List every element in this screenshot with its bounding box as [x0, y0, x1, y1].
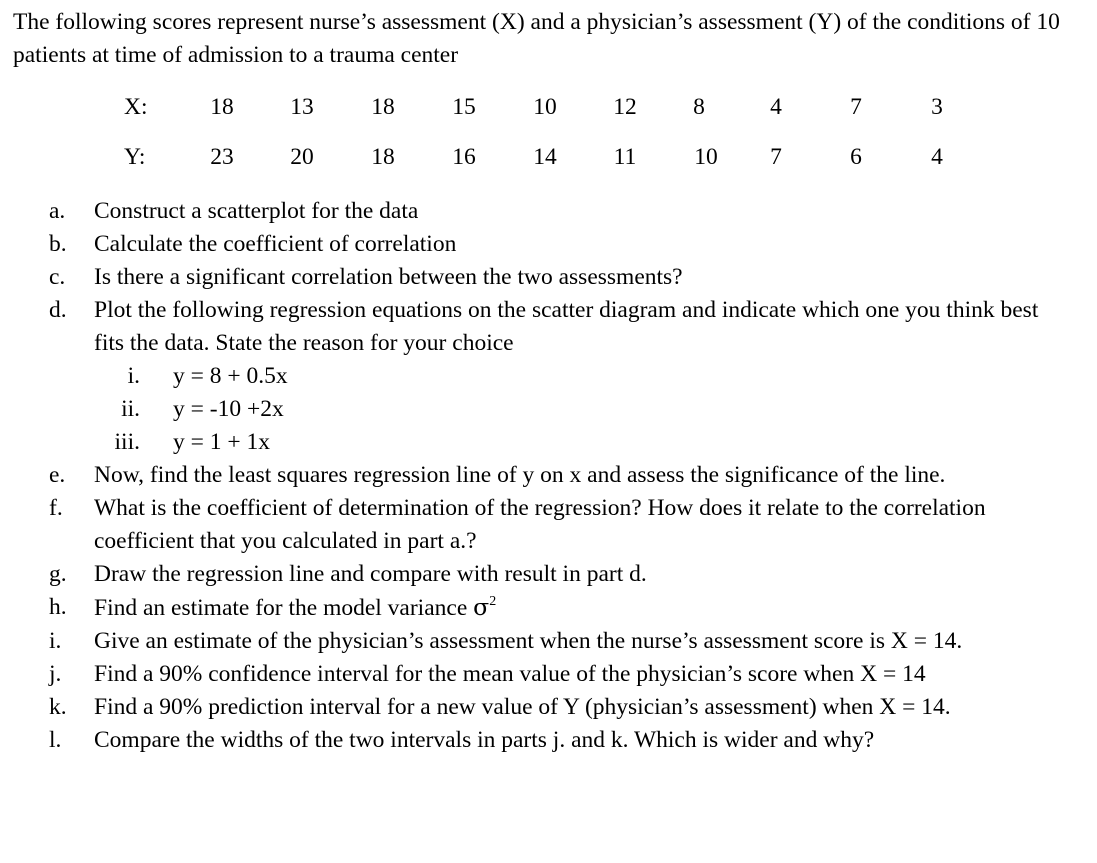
x-value: 10 — [533, 94, 557, 120]
equation-item — [0, 393, 1097, 426]
x-row — [0, 91, 1097, 124]
data-table — [0, 91, 1097, 174]
y-value: 23 — [210, 144, 234, 170]
item-marker: j. — [49, 661, 62, 687]
y-value: 7 — [770, 144, 782, 170]
item-marker: g. — [49, 561, 67, 587]
item-text: Now, find the least squares regression line of y on x and assess the significance of the line. — [94, 462, 946, 488]
x-value: 13 — [290, 94, 314, 120]
question-item — [0, 724, 1054, 757]
item-marker: i. — [49, 628, 62, 654]
x-value: 15 — [452, 94, 476, 120]
equation-text: y = 8 + 0.5x — [173, 363, 288, 389]
equation-text: y = 1 + 1x — [173, 429, 271, 455]
y-value: 4 — [931, 144, 943, 170]
y-row — [0, 141, 1097, 174]
equation-item — [0, 426, 1097, 459]
item-text: Calculate the coefficient of correlation — [94, 231, 457, 257]
item-marker: l. — [49, 727, 62, 753]
x-value: 8 — [693, 94, 705, 120]
item-text: Give an estimate of the physician’s assessment when the nurse’s assessment score is X = 14. — [94, 628, 963, 654]
y-value: 20 — [290, 144, 314, 170]
y-value: 11 — [613, 144, 637, 170]
item-text: Is there a significant correlation between the two assessments? — [94, 264, 683, 290]
equation-marker: i. — [127, 363, 140, 389]
equation-text: y = -10 +2x — [173, 396, 284, 422]
item-text: Find a 90% confidence interval for the mean value of the physician’s score when X = 14 — [94, 661, 926, 687]
x-value: 4 — [770, 94, 782, 120]
x-value: 3 — [931, 94, 943, 120]
item-text: What is the coefficient of determination of the regression? How does it relate to the correlation coefficient that you calculated in part a.? — [94, 495, 986, 554]
y-value: 16 — [452, 144, 476, 170]
equation-item — [0, 360, 1097, 393]
x-label: X: — [124, 94, 148, 120]
item-marker: h. — [49, 594, 67, 620]
x-value: 18 — [210, 94, 234, 120]
question-item — [0, 261, 1054, 294]
item-marker: c. — [49, 264, 66, 290]
x-value: 12 — [613, 94, 637, 120]
x-value: 7 — [850, 94, 862, 120]
y-value: 6 — [850, 144, 862, 170]
y-value: 18 — [371, 144, 395, 170]
item-text: Draw the regression line and compare with result in part d. — [94, 561, 647, 587]
question-item — [0, 228, 1054, 261]
item-marker: d. — [49, 297, 67, 323]
item-marker: a. — [49, 198, 66, 224]
question-item — [0, 625, 1054, 658]
y-label: Y: — [124, 144, 146, 170]
item-text: Find a 90% prediction interval for a new value of Y (physician’s assessment) when X = 14. — [94, 694, 951, 720]
item-text: Find an estimate for the model variance — [94, 595, 468, 621]
problem-intro: The following scores represent nurse’s assessment (X) and a physician’s assessment (Y) of the conditions of 10 patients at time of admission to a trauma center — [13, 9, 1060, 68]
question-item — [0, 591, 1054, 625]
question-list — [0, 195, 1097, 757]
question-item — [0, 195, 1054, 228]
item-marker: b. — [49, 231, 67, 257]
item-marker: k. — [49, 694, 67, 720]
item-text: Construct a scatterplot for the data — [94, 198, 419, 224]
y-value: 14 — [533, 144, 557, 170]
question-item — [0, 558, 1054, 591]
equation-marker: ii. — [121, 396, 140, 422]
question-item — [0, 691, 1054, 724]
item-marker: e. — [49, 462, 66, 488]
y-value: 10 — [694, 144, 718, 170]
question-item — [0, 492, 1054, 558]
equation-list — [0, 360, 1097, 459]
question-item — [0, 459, 1054, 492]
item-text: Compare the widths of the two intervals in parts j. and k. Which is wider and why? — [94, 727, 875, 753]
sigma-symbol: σ — [473, 593, 490, 621]
question-item — [0, 658, 1054, 691]
item-marker: f. — [49, 495, 63, 521]
item-text: Plot the following regression equations on the scatter diagram and indicate which one you think best fits the data. State the reason for your choice — [94, 297, 1039, 356]
x-value: 18 — [371, 94, 395, 120]
equation-marker: iii. — [114, 429, 140, 455]
question-item — [0, 294, 1054, 360]
superscript: 2 — [489, 594, 497, 609]
